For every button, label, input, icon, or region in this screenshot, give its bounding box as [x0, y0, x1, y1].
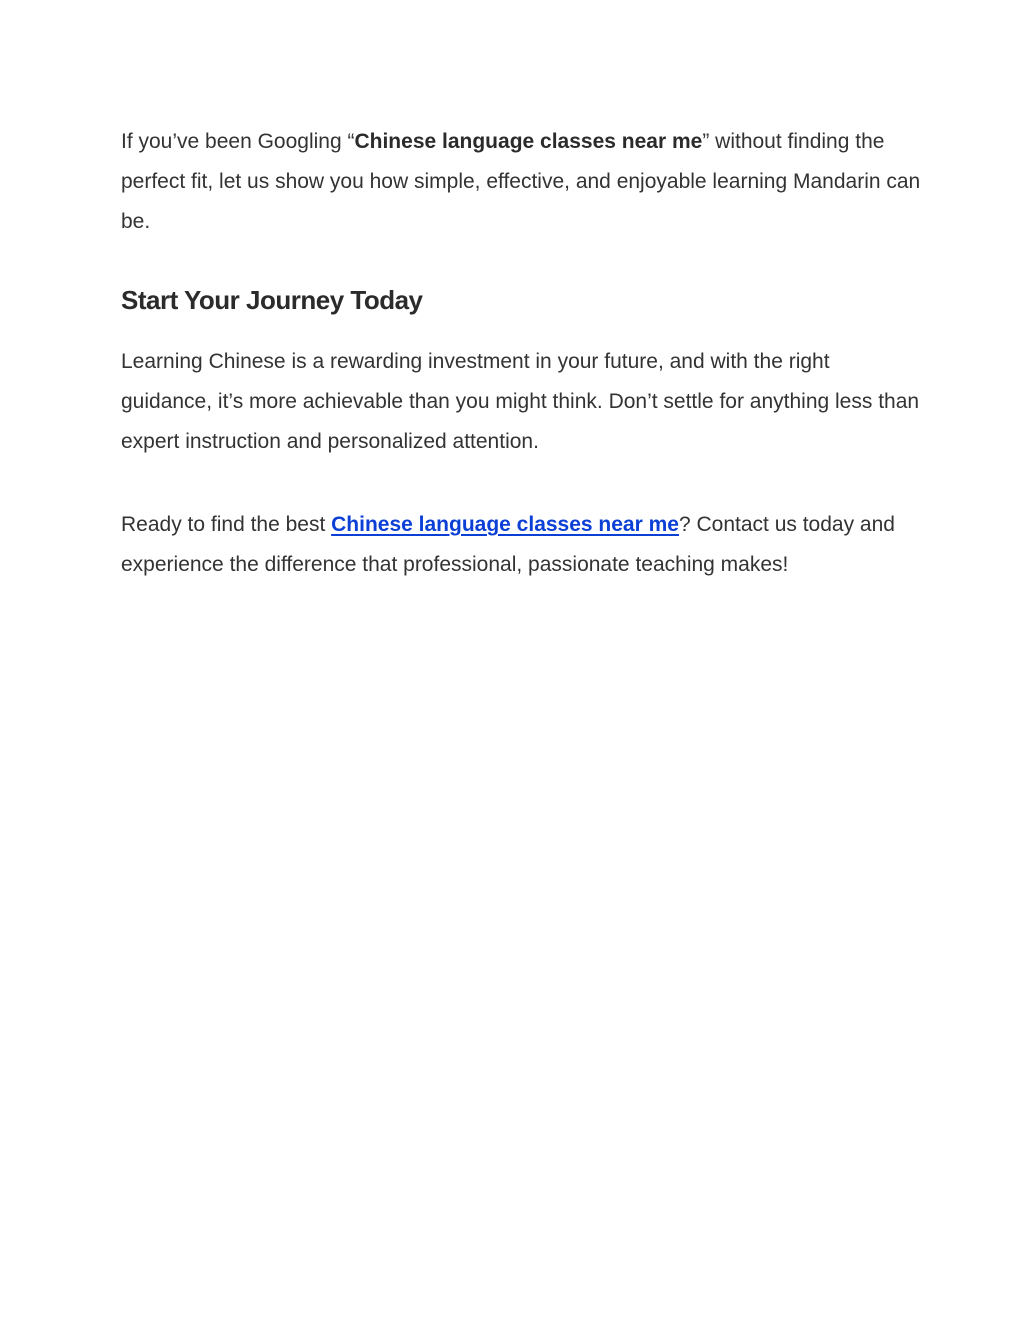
cta-text-end: ? Contact us today and experience the difference that professional, passionate teaching makes! [121, 513, 895, 576]
cta-paragraph [121, 505, 921, 585]
intro-text-start: If you’ve been Googling “ [121, 130, 355, 153]
cta-text-start: Ready to find the best [121, 513, 332, 536]
chinese-classes-link[interactable]: Chinese language classes near me [331, 513, 679, 536]
section-paragraph: Learning Chinese is a rewarding investment in your future, and with the right guidance, it’s more achievable than you might think. Don’t settle for anything less than expert instruction and personalized attention. [121, 350, 920, 453]
section-heading: Start Your Journey Today [121, 285, 423, 315]
intro-paragraph [121, 122, 921, 242]
intro-keyword: Chinese language classes near me [354, 130, 703, 153]
intro-text-end: ” without finding the perfect fit, let us show you how simple, effective, and enjoyable learning Mandarin can be. [121, 130, 921, 233]
document-page [121, 122, 921, 585]
